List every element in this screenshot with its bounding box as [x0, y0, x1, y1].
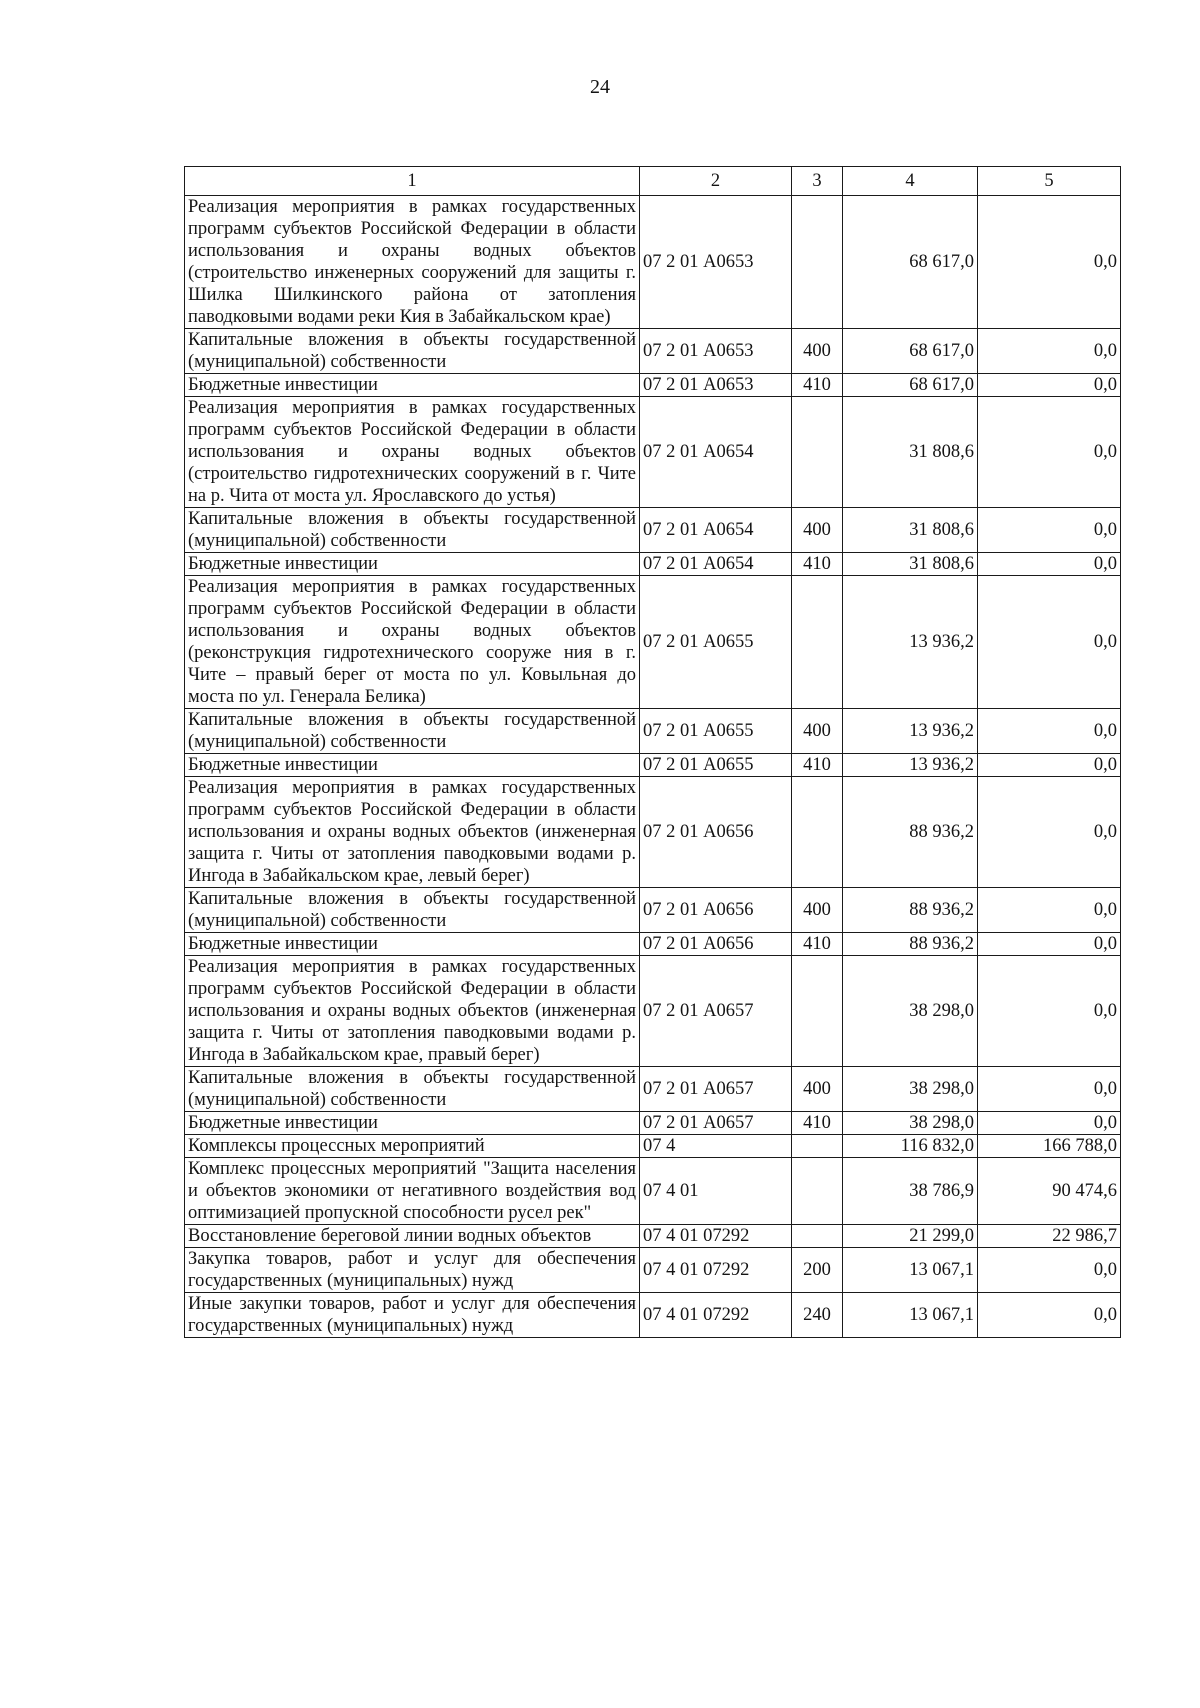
row-description: Иные закупки товаров, работ и услуг для обеспечения государственных (муниципальных) нужд [185, 1293, 640, 1338]
row-amount-col-4: 68 617,0 [843, 374, 978, 397]
row-expense-group: 410 [792, 374, 843, 397]
row-expense-group [792, 397, 843, 508]
row-description: Капитальные вложения в объекты государственной (муниципальной) собственности [185, 709, 640, 754]
row-target-code: 07 2 01 А0653 [640, 329, 792, 374]
budget-table [184, 166, 1121, 1338]
row-description: Бюджетные инвестиции [185, 553, 640, 576]
row-description: Восстановление береговой линии водных объектов [185, 1225, 640, 1248]
row-amount-col-5: 0,0 [978, 1067, 1121, 1112]
row-amount-col-5: 0,0 [978, 754, 1121, 777]
row-target-code: 07 4 01 07292 [640, 1293, 792, 1338]
row-amount-col-4: 13 067,1 [843, 1293, 978, 1338]
row-target-code: 07 2 01 А0657 [640, 956, 792, 1067]
row-description: Капитальные вложения в объекты государственной (муниципальной) собственности [185, 508, 640, 553]
row-expense-group [792, 576, 843, 709]
table-row [185, 553, 1121, 576]
row-amount-col-5: 0,0 [978, 888, 1121, 933]
row-expense-group: 240 [792, 1293, 843, 1338]
row-amount-col-4: 38 298,0 [843, 1067, 978, 1112]
table-row [185, 1067, 1121, 1112]
row-amount-col-4: 88 936,2 [843, 888, 978, 933]
row-target-code: 07 2 01 А0656 [640, 888, 792, 933]
row-target-code: 07 4 01 [640, 1158, 792, 1225]
table-row [185, 709, 1121, 754]
table-row [185, 1248, 1121, 1293]
table-row [185, 1293, 1121, 1338]
row-amount-col-4: 13 936,2 [843, 754, 978, 777]
table-row [185, 508, 1121, 553]
table-row [185, 888, 1121, 933]
row-description: Реализация мероприятия в рамках государственных программ субъектов Российской Федерации в области использования и охраны водных объектов (реконструкция гидротехнического сооруже ния в г. Чите – правый берег от моста по ул. Ковыльная до моста по ул. Генерала Белика) [185, 576, 640, 709]
row-expense-group: 400 [792, 1067, 843, 1112]
row-expense-group [792, 1225, 843, 1248]
table-row [185, 777, 1121, 888]
table-row [185, 1135, 1121, 1158]
row-description: Капитальные вложения в объекты государственной (муниципальной) собственности [185, 1067, 640, 1112]
row-amount-col-5: 0,0 [978, 709, 1121, 754]
table-row [185, 329, 1121, 374]
row-description: Капитальные вложения в объекты государственной (муниципальной) собственности [185, 888, 640, 933]
row-expense-group [792, 777, 843, 888]
row-description: Бюджетные инвестиции [185, 374, 640, 397]
header-col-4: 4 [843, 167, 978, 196]
row-amount-col-4: 31 808,6 [843, 397, 978, 508]
row-expense-group [792, 1158, 843, 1225]
header-col-1: 1 [185, 167, 640, 196]
page-number: 24 [590, 76, 610, 98]
row-amount-col-5: 0,0 [978, 329, 1121, 374]
row-target-code: 07 2 01 А0656 [640, 777, 792, 888]
row-amount-col-5: 0,0 [978, 374, 1121, 397]
row-amount-col-5: 0,0 [978, 397, 1121, 508]
row-amount-col-4: 116 832,0 [843, 1135, 978, 1158]
header-col-2: 2 [640, 167, 792, 196]
row-description: Комплексы процессных мероприятий [185, 1135, 640, 1158]
row-description: Реализация мероприятия в рамках государственных программ субъектов Российской Федерации в области использования и охраны водных объектов (строительство гидротехнических сооружений в г. Чите на р. Чита от моста ул. Ярославского до устья) [185, 397, 640, 508]
row-target-code: 07 2 01 А0657 [640, 1067, 792, 1112]
row-amount-col-5: 0,0 [978, 956, 1121, 1067]
table-header-row [185, 167, 1121, 196]
row-target-code: 07 2 01 А0656 [640, 933, 792, 956]
row-description: Бюджетные инвестиции [185, 933, 640, 956]
row-amount-col-4: 88 936,2 [843, 777, 978, 888]
table-row [185, 933, 1121, 956]
row-expense-group: 410 [792, 754, 843, 777]
row-amount-col-5: 22 986,7 [978, 1225, 1121, 1248]
row-expense-group: 410 [792, 553, 843, 576]
row-target-code: 07 4 01 07292 [640, 1248, 792, 1293]
row-amount-col-5: 0,0 [978, 196, 1121, 329]
row-description: Реализация мероприятия в рамках государственных программ субъектов Российской Федерации в области использования и охраны водных объектов (инженерная защита г. Читы от затопления паводковыми водами р. Ингода в Забайкальском крае, левый берег) [185, 777, 640, 888]
row-expense-group [792, 956, 843, 1067]
row-amount-col-5: 166 788,0 [978, 1135, 1121, 1158]
row-amount-col-5: 0,0 [978, 1248, 1121, 1293]
row-amount-col-4: 31 808,6 [843, 508, 978, 553]
row-target-code: 07 2 01 А0655 [640, 709, 792, 754]
row-target-code: 07 2 01 А0654 [640, 508, 792, 553]
row-amount-col-5: 0,0 [978, 777, 1121, 888]
row-amount-col-4: 13 936,2 [843, 709, 978, 754]
row-expense-group: 400 [792, 329, 843, 374]
row-expense-group: 400 [792, 709, 843, 754]
row-amount-col-5: 0,0 [978, 508, 1121, 553]
row-target-code: 07 2 01 А0653 [640, 196, 792, 329]
row-amount-col-5: 0,0 [978, 553, 1121, 576]
header-col-3: 3 [792, 167, 843, 196]
budget-table-body [185, 167, 1121, 1338]
row-target-code: 07 2 01 А0657 [640, 1112, 792, 1135]
row-description: Закупка товаров, работ и услуг для обеспечения государственных (муниципальных) нужд [185, 1248, 640, 1293]
row-amount-col-4: 13 936,2 [843, 576, 978, 709]
row-expense-group: 410 [792, 1112, 843, 1135]
table-row [185, 1158, 1121, 1225]
row-expense-group: 200 [792, 1248, 843, 1293]
row-amount-col-5: 0,0 [978, 1293, 1121, 1338]
row-description: Комплекс процессных мероприятий "Защита населения и объектов экономики от негативного воздействия вод оптимизацией пропускной способности русел рек" [185, 1158, 640, 1225]
row-expense-group [792, 1135, 843, 1158]
table-row [185, 956, 1121, 1067]
row-expense-group: 410 [792, 933, 843, 956]
header-col-5: 5 [978, 167, 1121, 196]
row-description: Капитальные вложения в объекты государственной (муниципальной) собственности [185, 329, 640, 374]
table-row [185, 196, 1121, 329]
row-target-code: 07 4 01 07292 [640, 1225, 792, 1248]
row-target-code: 07 2 01 А0654 [640, 397, 792, 508]
row-description: Реализация мероприятия в рамках государственных программ субъектов Российской Федерации в области использования и охраны водных объектов (строительство инженерных сооружений для защиты г. Шилка Шилкинского района от затопления паводковыми водами реки Кия в Забайкальском крае) [185, 196, 640, 329]
row-description: Реализация мероприятия в рамках государственных программ субъектов Российской Федерации в области использования и охраны водных объектов (инженерная защита г. Читы от затопления паводковыми водами р. Ингода в Забайкальском крае, правый берег) [185, 956, 640, 1067]
row-amount-col-4: 38 298,0 [843, 1112, 978, 1135]
row-amount-col-4: 38 298,0 [843, 956, 978, 1067]
row-description: Бюджетные инвестиции [185, 1112, 640, 1135]
row-amount-col-4: 68 617,0 [843, 329, 978, 374]
row-expense-group: 400 [792, 888, 843, 933]
row-target-code: 07 2 01 А0655 [640, 576, 792, 709]
row-expense-group: 400 [792, 508, 843, 553]
table-row [185, 374, 1121, 397]
table-row [185, 754, 1121, 777]
row-amount-col-4: 68 617,0 [843, 196, 978, 329]
row-amount-col-4: 13 067,1 [843, 1248, 978, 1293]
row-target-code: 07 4 [640, 1135, 792, 1158]
table-row [185, 1112, 1121, 1135]
row-amount-col-5: 90 474,6 [978, 1158, 1121, 1225]
row-amount-col-4: 38 786,9 [843, 1158, 978, 1225]
row-amount-col-4: 88 936,2 [843, 933, 978, 956]
table-row [185, 1225, 1121, 1248]
row-target-code: 07 2 01 А0655 [640, 754, 792, 777]
row-amount-col-5: 0,0 [978, 1112, 1121, 1135]
row-target-code: 07 2 01 А0653 [640, 374, 792, 397]
row-description: Бюджетные инвестиции [185, 754, 640, 777]
row-target-code: 07 2 01 А0654 [640, 553, 792, 576]
row-amount-col-4: 21 299,0 [843, 1225, 978, 1248]
row-amount-col-5: 0,0 [978, 576, 1121, 709]
table-row [185, 576, 1121, 709]
table-row [185, 397, 1121, 508]
row-amount-col-5: 0,0 [978, 933, 1121, 956]
row-amount-col-4: 31 808,6 [843, 553, 978, 576]
row-expense-group [792, 196, 843, 329]
